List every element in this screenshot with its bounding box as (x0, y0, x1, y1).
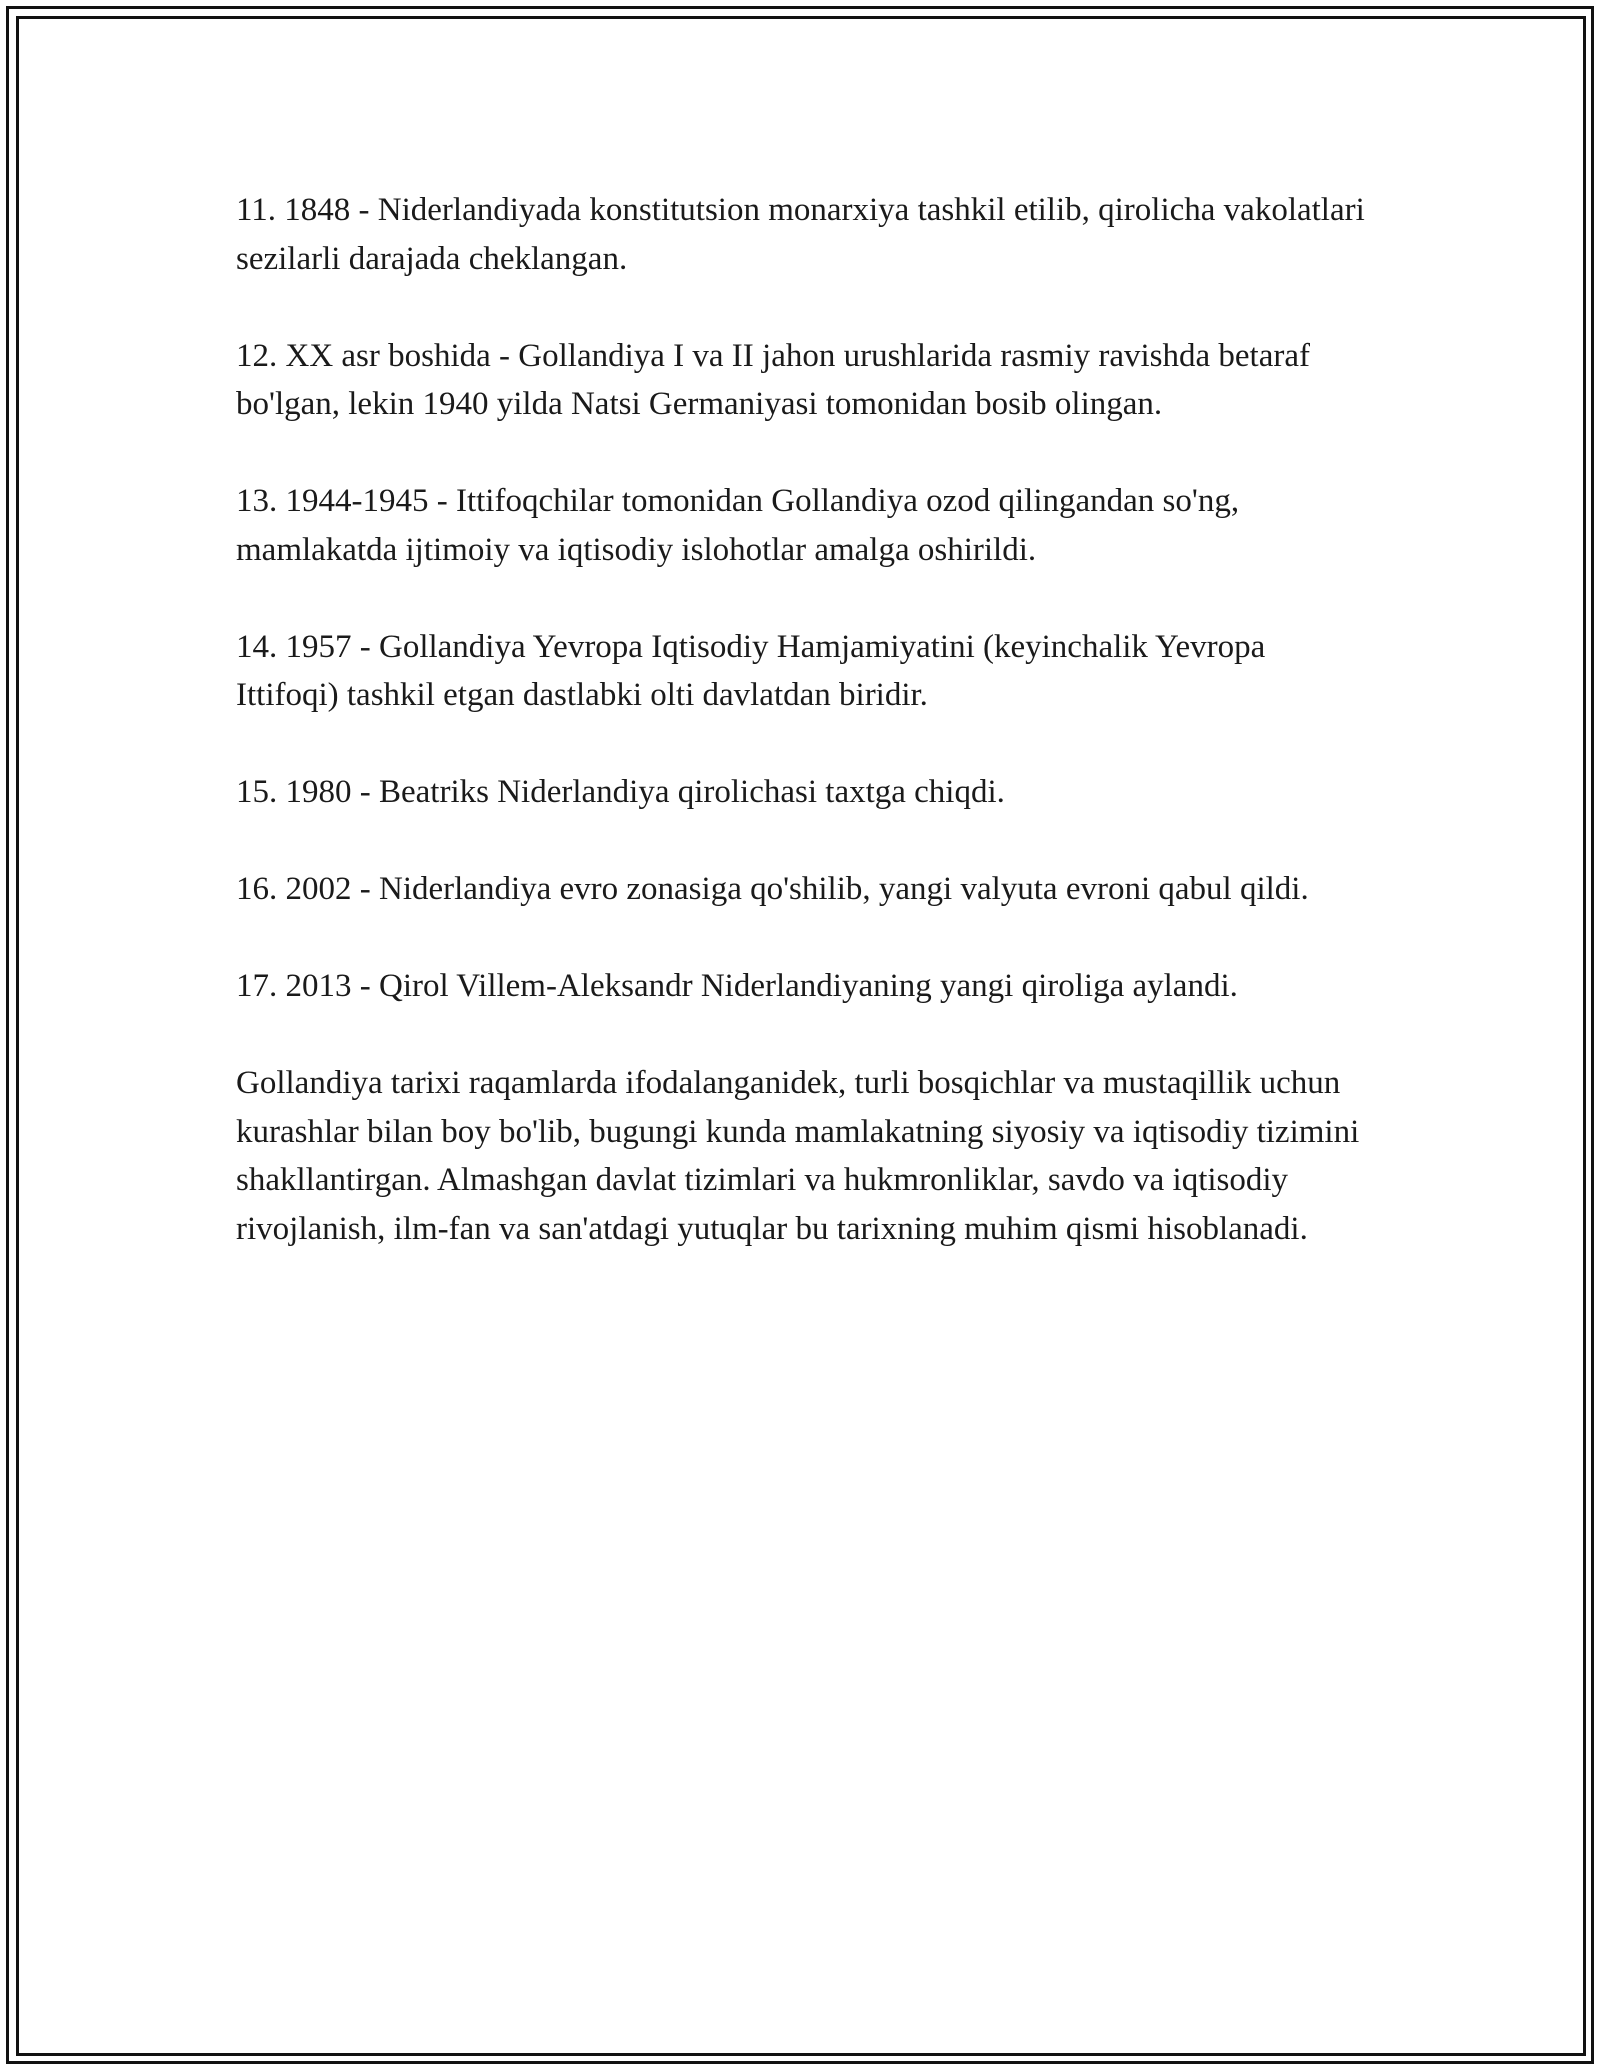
document-body (236, 186, 1376, 1253)
timeline-item-11: 11. 1848 - Niderlandiyada konstitutsion monarxiya tashkil etilib, qirolicha vakolatlari sezilarli darajada cheklangan. (236, 192, 1365, 277)
timeline-item-14: 14. 1957 - Gollandiya Yevropa Iqtisodiy Hamjamiyatini (keyinchalik Yevropa Ittifoqi) tashkil etgan dastlabki olti davlatdan biridir. (236, 628, 1266, 713)
conclusion-paragraph: Gollandiya tarixi raqamlarda ifodalanganidek, turli bosqichlar va mustaqillik uchun kurashlar bilan boy bo'lib, bugungi kunda mamlakatning siyosiy va iqtisodiy tizimini shakllantirgan. Almashgan davlat tizimlari va hukmronliklar, savdo va iqtisodiy rivojlanish, ilm-fan va san'atdagi yutuqlar bu tarixning muhim qismi hisoblanadi. (236, 1065, 1360, 1247)
timeline-item-12: 12. XX asr boshida - Gollandiya I va II jahon urushlarida rasmiy ravishda betaraf bo'lgan, lekin 1940 yilda Natsi Germaniyasi tomonidan bosib olingan. (236, 337, 1310, 422)
timeline-item-16: 16. 2002 - Niderlandiya evro zonasiga qo'shilib, yangi valyuta evroni qabul qildi. (236, 871, 1309, 907)
timeline-item-17: 17. 2013 - Qirol Villem-Aleksandr Niderlandiyaning yangi qiroliga aylandi. (236, 968, 1238, 1004)
timeline-item-13: 13. 1944-1945 - Ittifoqchilar tomonidan Gollandiya ozod qilingandan so'ng, mamlakatda ijtimoiy va iqtisodiy islohotlar amalga oshirildi. (236, 483, 1240, 568)
timeline-item-15: 15. 1980 - Beatriks Niderlandiya qirolichasi taxtga chiqdi. (236, 774, 1005, 810)
